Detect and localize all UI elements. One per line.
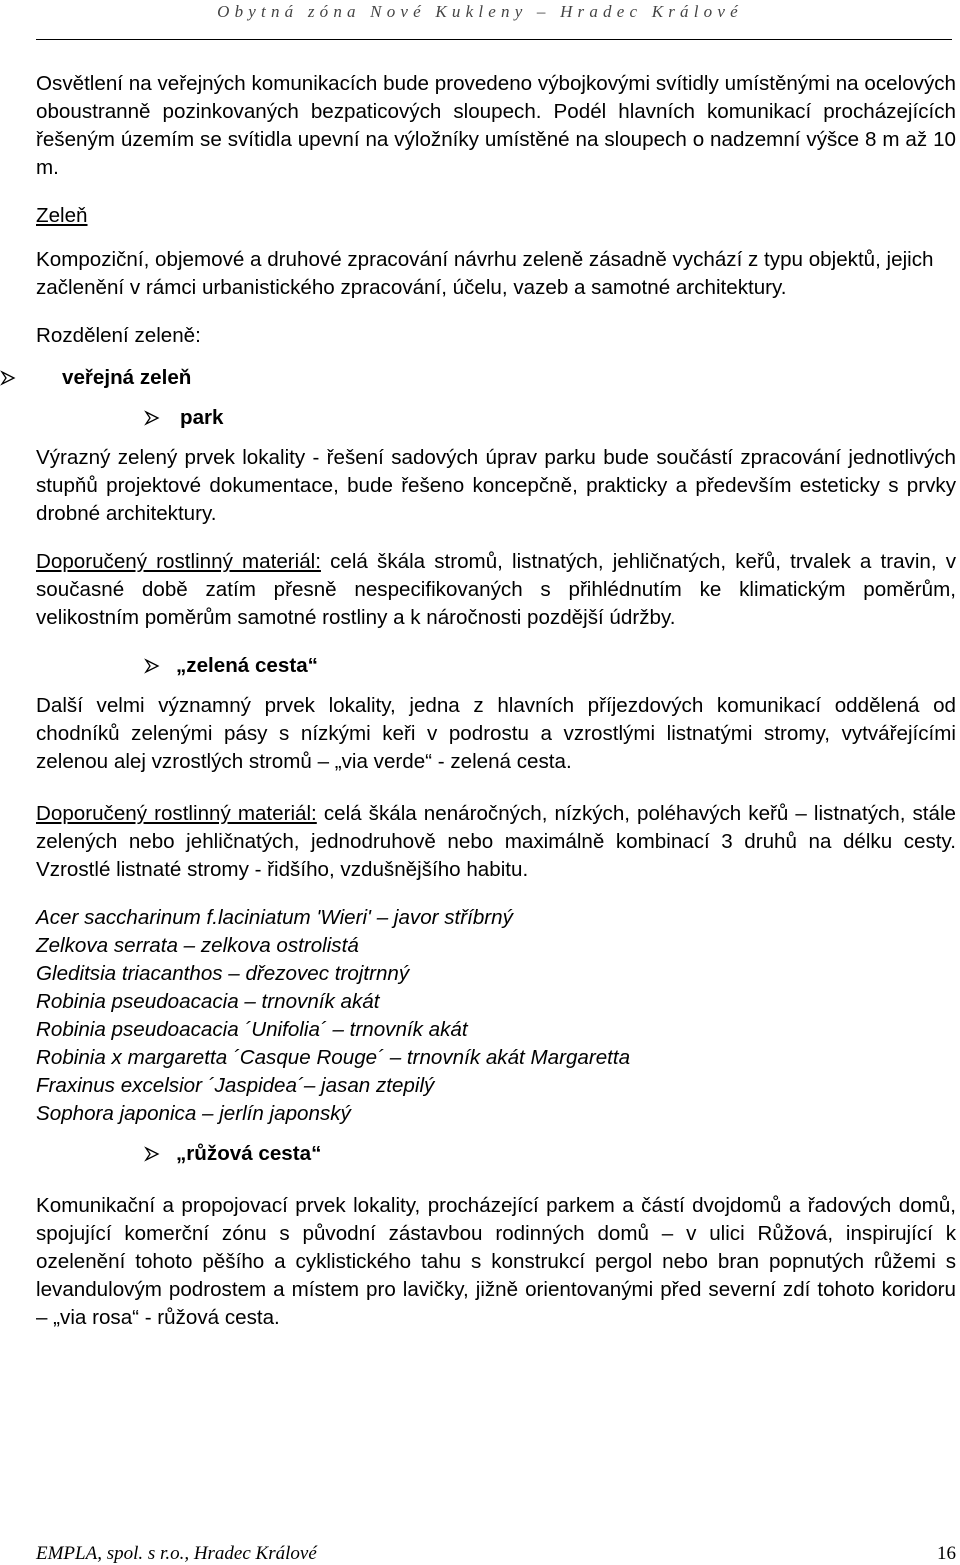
bullet-public-green xyxy=(0,364,956,392)
header-rule xyxy=(36,39,952,40)
paragraph-park-material xyxy=(36,548,956,632)
green-material-text: celá škála nenáročných, nízkých, poléhavých keřů – listnatých, stále zelených nebo jehličnatých, jednodruhově nebo maximálně kombinací 3 druhů na délku cesty. Vzrostlé listnaté stromy - řidšího, vzdušnějšího habitu. xyxy=(36,802,957,881)
species-item: Sophora japonica – jerlín japonský xyxy=(36,1102,351,1125)
bullet-rose-path xyxy=(144,1140,956,1168)
heading-greenery: Zeleň xyxy=(36,204,88,227)
species-item: Fraxinus excelsior ´Jaspidea´– jasan ztepilý xyxy=(36,1074,435,1097)
paragraph-green-material xyxy=(36,800,956,884)
arrow-bullet-icon xyxy=(144,658,160,674)
arrow-bullet-icon xyxy=(144,410,160,426)
park-material-label: Doporučený rostlinný materiál: xyxy=(36,550,321,573)
species-item: Robinia pseudoacacia ´Unifolia´ – trnovník akát xyxy=(36,1018,468,1041)
species-item: Zelkova serrata – zelkova ostrolistá xyxy=(36,934,359,957)
paragraph-lighting: Osvětlení na veřejných komunikacích bude provedeno výbojkovými svítidly umístěnými na ocelových oboustranně pozinkovaných bezpaticových sloupech. Podél hlavních komunikací procházejících řešeným územím se svítidla upevní na výložníky umístěné na sloupech o nadzemní výšce 8 m až 10 m. xyxy=(36,72,956,179)
paragraph-green-path: Další velmi významný prvek lokality, jedna z hlavních příjezdových komunikací oddělená od chodníků zelenými pásy s nízkými keři v podrostu a vzrostlými listnatými stromy, vytvářejícími zelenou alej vzrostlých stromů – „via verde“ - zelená cesta. xyxy=(36,694,956,773)
species-item: Acer saccharinum f.laciniatum 'Wieri' – javor stříbrný xyxy=(36,906,513,929)
division-label: Rozdělení zeleně: xyxy=(36,324,201,347)
footer-page-number: 16 xyxy=(937,1543,956,1564)
species-item: Robinia pseudoacacia – trnovník akát xyxy=(36,990,380,1013)
green-material-label: Doporučený rostlinný materiál: xyxy=(36,802,317,825)
bullet-green-path-label: „zelená cesta“ xyxy=(176,654,318,677)
paragraph-greenery: Kompoziční, objemové a druhové zpracování návrhu zeleně zásadně vychází z typu objektů, jejich začlenění v rámci urbanistického zpracování, účelu, vazeb a samotné architektury. xyxy=(36,248,934,299)
arrow-bullet-icon xyxy=(144,1146,160,1162)
bullet-green-path xyxy=(144,652,956,680)
arrow-bullet-icon xyxy=(0,370,16,386)
document-body xyxy=(36,70,956,1332)
species-item: Gleditsia triacanthos – dřezovec trojtrnný xyxy=(36,962,410,985)
header-title: Obytná zóna Nové Kukleny – Hradec Králové xyxy=(217,2,743,21)
paragraph-rose-path: Komunikační a propojovací prvek lokality, procházející parkem a částí dvojdomů a řadových domů, spojující komerční zónu s původní zástavbou rodinných domů – v ulici Růžová, inspirující k ozelenění tohoto pěšího a cyklistického tahu s konstrukcí pergol nebo bran popnutých růžemi s levandulovým podrostem a místem pro lavičky, jižně orientovanými před severní zdí tohoto koridoru – „via rosa“ - růžová cesta. xyxy=(36,1194,956,1329)
paragraph-park: Výrazný zelený prvek lokality - řešení sadových úprav parku bude součástí zpracování jednotlivých stupňů projektové dokumentace, bude řešeno koncepčně, prakticky a především esteticky s prvky drobné architektury. xyxy=(36,446,956,525)
species-list xyxy=(36,904,956,1128)
park-material-text: celá škála stromů, listnatých, jehličnatých, keřů, trvalek a travin, v současné době zatím přesně nespecifikovaných s přihlédnutím ke klimatickým poměrům, velikostním poměrům samotné rostliny a k náročnosti pozdější údržby. xyxy=(36,550,956,629)
bullet-park-label: park xyxy=(180,406,224,429)
species-item: Robinia x margaretta ´Casque Rouge´ – trnovník akát Margaretta xyxy=(36,1046,631,1069)
bullet-park xyxy=(144,404,956,432)
footer-company: EMPLA, spol. s r.o., Hradec Králové xyxy=(36,1543,317,1564)
bullet-rose-path-label: „růžová cesta“ xyxy=(176,1142,322,1165)
bullet-public-green-label: veřejná zeleň xyxy=(62,366,192,389)
